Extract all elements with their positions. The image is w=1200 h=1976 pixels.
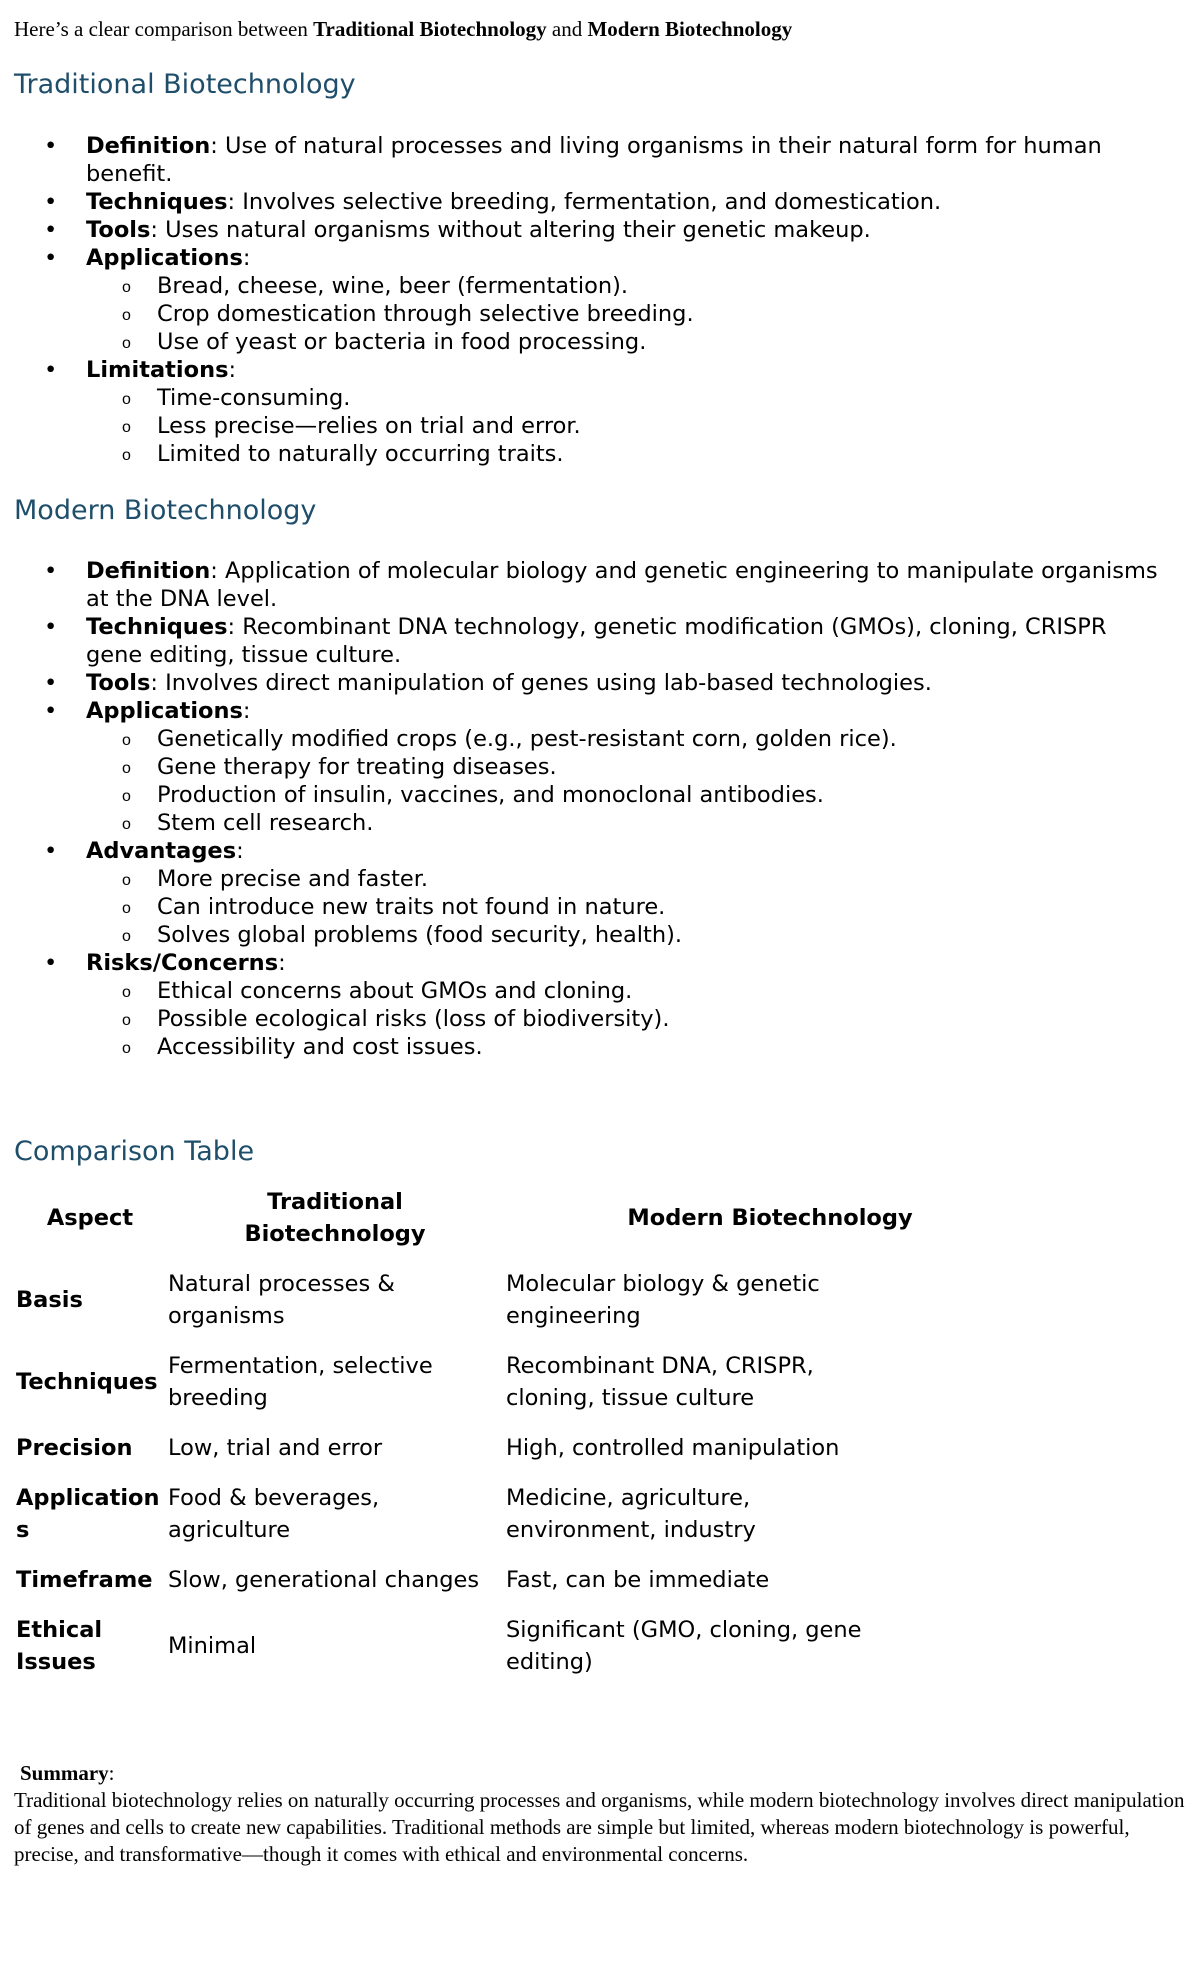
bullet-text: : [236,838,244,864]
traditional-tools-item [14,216,1164,244]
comparison-table [14,1177,1036,1687]
bullet-text: : Uses natural organisms without altering their genetic makeup. [150,217,871,243]
table-cell-aspect: Timeframe [16,1567,153,1593]
column-header-modern: Modern Biotechnology [627,1205,913,1231]
table-cell-aspect: Precision [16,1435,133,1461]
bullet-text: : [278,950,286,976]
bullet-text: : Use of natural processes and living organisms in their natural form for human benefit. [86,133,1102,187]
table-cell-modern: Recombinant DNA, CRISPR, cloning, tissue culture [506,1353,814,1411]
table-cell-traditional: Minimal [168,1633,257,1659]
sub-list-item: o Less precise—relies on trial and error. [86,412,1164,440]
modern-heading: Modern Biotechnology [14,495,317,526]
sub-list-item: o Possible ecological risks (loss of biodiversity). [86,1005,1164,1033]
sub-list-item: o Gene therapy for treating diseases. [86,753,1164,781]
summary-title-line [14,1760,1186,1787]
table-row [14,1605,1036,1687]
table-cell-traditional: Low, trial and error [168,1435,383,1461]
modern-applications-sublist [86,725,1164,837]
traditional-definition-item [14,132,1164,188]
summary-text: Traditional biotechnology relies on naturally occurring processes and organisms, while modern biotechnology involves direct manipulation of genes and cells to create new capabilities. Traditional methods are simple but limited, whereas modern biotechnology is powerful, precise, and transformative—though it comes with ethical and environmental concerns. [14,1788,1185,1866]
traditional-techniques-item [14,188,1164,216]
table-row [14,1259,1036,1341]
bullet-text: : [228,357,237,383]
bullet-label: Applications [86,698,243,724]
bullet-label: Definition [86,133,211,159]
table-cell-modern: Medicine, agriculture, environment, industry [506,1485,756,1543]
modern-techniques-item [14,613,1164,669]
table-cell-aspect: Applications [16,1485,160,1543]
table-cell-modern: High, controlled manipulation [506,1435,840,1461]
modern-risks-item [14,949,1164,1061]
table-row [14,1555,1036,1605]
table-header-row [14,1177,1036,1259]
bullet-label: Limitations [86,357,229,383]
intro-term-traditional: Traditional Biotechnology [313,17,547,41]
comparison-heading: Comparison Table [14,1136,255,1167]
sub-list-item: o Solves global problems (food security, health). [86,921,1164,949]
sub-list-item: o Accessibility and cost issues. [86,1033,1164,1061]
modern-advantages-sublist [86,865,1164,949]
bullet-label: Definition [86,558,211,584]
sub-list-item: o Stem cell research. [86,809,1164,837]
table-cell-modern: Fast, can be immediate [506,1567,770,1593]
bullet-text: : Application of molecular biology and genetic engineering to manipulate organisms at the DNA level. [86,558,1158,612]
bullet-label: Tools [86,217,151,243]
summary-colon: : [108,1761,115,1785]
table-cell-traditional: Fermentation, selective breeding [168,1353,433,1411]
modern-advantages-item [14,837,1164,949]
sub-list-item: o Production of insulin, vaccines, and monoclonal antibodies. [86,781,1164,809]
sub-list-item: o Genetically modified crops (e.g., pest-resistant corn, golden rice). [86,725,1164,753]
intro-sentence [14,14,1184,44]
sub-list-item: o Limited to naturally occurring traits. [86,440,1164,468]
table-row [14,1423,1036,1473]
modern-applications-item [14,697,1164,837]
sub-list-item: o More precise and faster. [86,865,1164,893]
table-cell-traditional: Food & beverages, agriculture [168,1485,380,1543]
sub-list-item: o Crop domestication through selective breeding. [86,300,1164,328]
traditional-heading: Traditional Biotechnology [14,69,356,100]
summary-section [14,1760,1186,1868]
bullet-text: : Involves direct manipulation of genes using lab-based technologies. [150,670,932,696]
intro-prefix: Here’s a clear comparison between [14,17,314,41]
sub-list-item: o Bread, cheese, wine, beer (fermentation). [86,272,1164,300]
intro-joiner: and [546,17,588,41]
summary-title: Summary [20,1761,109,1785]
traditional-applications-sublist [86,272,1164,356]
table-row [14,1341,1036,1423]
modern-list [14,557,1164,1061]
sub-list-item: o Can introduce new traits not found in nature. [86,893,1164,921]
sub-list-item: o Use of yeast or bacteria in food processing. [86,328,1164,356]
table-cell-traditional: Natural processes & organisms [168,1271,395,1329]
table-cell-aspect: Basis [16,1287,83,1313]
intro-term-modern: Modern Biotechnology [587,17,793,41]
table-row [14,1473,1036,1555]
modern-risks-sublist [86,977,1164,1061]
column-header-traditional: Traditional Biotechnology [244,1189,426,1247]
bullet-text: : Recombinant DNA technology, genetic modification (GMOs), cloning, CRISPR gene editing, tissue culture. [86,614,1107,668]
bullet-text: : [242,698,251,724]
bullet-label: Tools [86,670,151,696]
bullet-label: Techniques [86,189,228,215]
traditional-applications-item [14,244,1164,356]
traditional-limitations-item [14,356,1164,468]
bullet-label: Techniques [86,614,228,640]
bullet-label: Applications [86,245,243,271]
bullet-label: Advantages [86,838,237,864]
document-page [14,0,1185,1866]
table-cell-modern: Significant (GMO, cloning, gene editing) [506,1617,862,1675]
sub-list-item: o Ethical concerns about GMOs and cloning. [86,977,1164,1005]
table-cell-aspect: Ethical Issues [16,1617,103,1675]
traditional-list [14,132,1164,468]
table-cell-traditional: Slow, generational changes [168,1567,480,1593]
column-header-aspect: Aspect [46,1205,134,1231]
traditional-limitations-sublist [86,384,1164,468]
table-cell-modern: Molecular biology & genetic engineering [506,1271,820,1329]
table-cell-aspect: Techniques [16,1369,158,1395]
bullet-text: : [242,245,251,271]
bullet-text: : Involves selective breeding, fermentation, and domestication. [227,189,942,215]
modern-tools-item [14,669,1164,697]
sub-list-item: o Time-consuming. [86,384,1164,412]
modern-definition-item [14,557,1164,613]
bullet-label: Risks/Concerns [86,950,279,976]
